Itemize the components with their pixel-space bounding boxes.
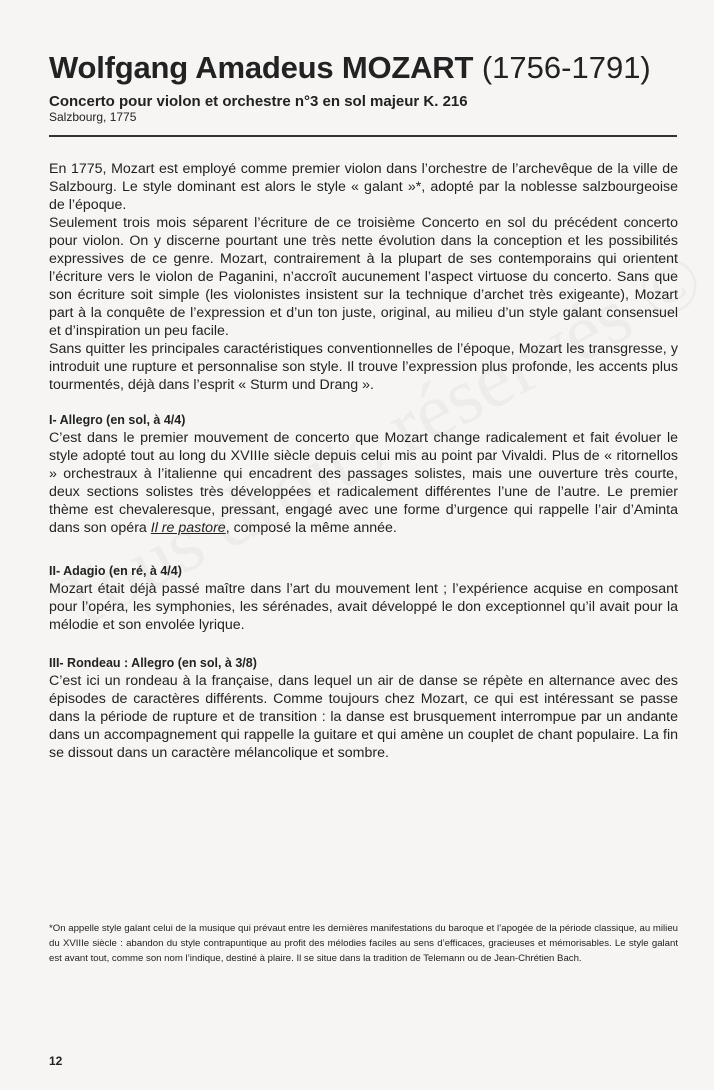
- allegro-text-end: , composé la même année.: [225, 520, 397, 536]
- page-title: [49, 50, 689, 86]
- section-text-adagio: Mozart était déjà passé maître dans l’art du mouvement lent ; l’expérience acquise en composant pour l’opéra, les symphonies, les sérénades, avait développé le don exceptionnel qu’il avait pour la mélodie et son envolée lyrique.: [49, 581, 678, 633]
- section-heading-allegro: I- Allegro (en sol, à 4/4): [49, 413, 186, 427]
- section-text-allegro: [49, 429, 678, 537]
- section-heading-adagio: II- Adagio (en ré, à 4/4): [49, 564, 182, 578]
- section-text-rondeau: C’est ici un rondeau à la française, dans lequel un air de danse se répète en alternance avec des épisodes de caractères différents. Comme toujours chez Mozart, ce qui est intéressant se passe dans la période de rupture et de transition : la danse est brusquement interrompue par un andante dans un accompagnement qui rappelle la guitare et qui amène un couplet de chant populaire. La fin se dissout dans un caractère mélancolique et sombre.: [49, 673, 678, 761]
- footnote: *On appelle style galant celui de la musique qui prévaut entre les dernières manifestations du baroque et l’apogée de la période classique, au milieu du XVIIIe siècle : abandon du style contrapuntique au profit des mélodies faciles au sens d’efficaces, gracieuses et mémorisables. Le style galant est avant tout, comme son nom l’indique, destiné à plaire. Il se situe dans la tradition de Telemann ou de Jean-Chrétien Bach.: [49, 923, 678, 964]
- article-body: [49, 160, 678, 762]
- work-title: Concerto pour violon et orchestre n°3 en sol majeur K. 216: [49, 93, 468, 110]
- intro-paragraph-1: En 1775, Mozart est employé comme premier violon dans l’orchestre de l’archevêque de la ville de Salzbourg. Le style dominant est alors le style « galant »*, adopté par la noblesse salzbourgeoise de l’époque.: [49, 161, 678, 213]
- composer-name: Wolfgang Amadeus MOZART: [49, 50, 474, 85]
- intro-paragraph-3: Sans quitter les principales caractéristiques conventionnelles de l’époque, Mozart les transgresse, y introduit une rupture et personnalise son style. Il trouve l’expression plus profonde, les accents plus tourmentés, déjà dans l’esprit « Sturm und Drang ».: [49, 341, 678, 393]
- place-date: Salzbourg, 1775: [49, 110, 137, 124]
- section-heading-rondeau: III- Rondeau : Allegro (en sol, à 3/8): [49, 656, 257, 670]
- intro-paragraph-2: Seulement trois mois séparent l’écriture de ce troisième Concerto en sol du précédent concerto pour violon. On y discerne pourtant une très nette évolution dans la conception et les possibilités expressives de ce genre. Mozart, contrairement à la plupart de ses contemporains qui orientent l’écriture vers le violon de Paganini, n’accroît aucunement l’aspect virtuose du concerto. Sans que son écriture soit simple (les violonistes insistent sur la technique d’archet très exigeante), Mozart part à la conquête de l’expression et d’un ton juste, original, au milieu d’un style galant consensuel et d’inspiration un peu facile.: [49, 215, 678, 339]
- page-number: 12: [49, 1054, 63, 1068]
- title-divider: [49, 135, 677, 137]
- opera-title: Il re pastore: [150, 520, 226, 536]
- allegro-text-start: C’est dans le premier mouvement de concerto que Mozart change radicalement et fait évoluer le style adopté tout au long du XVIIIe siècle depuis celui mis au point par Vivaldi. Plus de « ritornellos » orchestraux à l’italienne qui encadrent des passages solistes, mais une ouverture très courte, deux sections solistes très développées et radicalement différentes l’une de l’autre. Le premier thème est chevaleresque, pressant, engagé avec une forme d’urgence qui rappelle l’air d’Aminta dans son opéra: [49, 430, 678, 536]
- composer-dates: (1756-1791): [481, 50, 651, 85]
